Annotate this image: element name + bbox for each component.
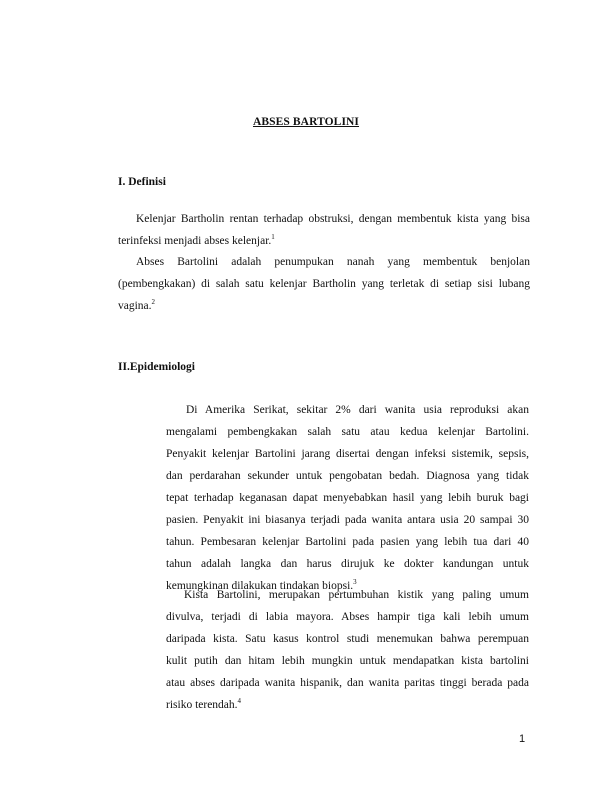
paragraph-line: Kista Bartolini, merupakan pertumbuhan kistik yang paling umum bbox=[184, 589, 529, 601]
paragraph-line: atau abses daripada wanita hispanik, dan wanita paritas tinggi berada pada bbox=[166, 677, 529, 689]
paragraph-epidemiologi-2 bbox=[166, 584, 529, 716]
paragraph-line: tahun. Pembesaran kelenjar Bartolini pada pasien yang lebih tua dari 40 bbox=[166, 536, 529, 548]
paragraph-line: divulva, terjadi di labia mayora. Abses hampir tiga kali lebih umum bbox=[166, 611, 529, 623]
citation-superscript: 4 bbox=[237, 697, 242, 706]
paragraph-line: Abses Bartolini adalah penumpukan nanah yang membentuk benjolan bbox=[136, 256, 530, 268]
paragraph-line-text: risiko terendah. bbox=[166, 699, 238, 711]
paragraph-definisi-2 bbox=[118, 251, 530, 317]
paragraph-line: daripada kista. Satu kasus kontrol studi menemukan bahwa perempuan bbox=[166, 633, 529, 645]
paragraph-line: mengalami pembengkakan salah satu atau kedua kelenjar Bartolini. bbox=[166, 426, 529, 438]
paragraph-line: pasien. Penyakit ini biasanya terjadi pada wanita antara usia 20 sampai 30 bbox=[166, 514, 529, 526]
section-heading-definisi: I. Definisi bbox=[118, 176, 166, 188]
paragraph-line-text: kemungkinan dilakukan tindakan biopsi. bbox=[166, 580, 354, 592]
paragraph-line bbox=[118, 230, 530, 252]
paragraph-line bbox=[166, 694, 529, 716]
citation-superscript: 2 bbox=[151, 298, 156, 307]
paragraph-line: Kelenjar Bartholin rentan terhadap obstruksi, dengan membentuk kista yang bisa bbox=[136, 213, 530, 225]
page-number: 1 bbox=[519, 733, 526, 745]
paragraph-line: tahun adalah langka dan harus dirujuk ke dokter kandungan untuk bbox=[166, 558, 529, 570]
citation-superscript: 1 bbox=[271, 233, 275, 242]
citation-superscript: 3 bbox=[353, 578, 357, 587]
paragraph-line: dan perdarahan sekunder untuk pengobatan bedah. Diagnosa yang tidak bbox=[166, 470, 529, 482]
paragraph-line: tepat terhadap keganasan dapat menyebabkan hasil yang lebih buruk bagi bbox=[166, 492, 529, 504]
paragraph-definisi-1 bbox=[118, 208, 530, 252]
paragraph-line: Di Amerika Serikat, sekitar 2% dari wanita usia reproduksi akan bbox=[186, 404, 529, 416]
paragraph-line: (pembengkakan) di salah satu kelenjar Bartholin yang terletak di setiap sisi lubang bbox=[118, 278, 530, 290]
paragraph-line bbox=[118, 295, 530, 317]
section-heading-epidemiologi: II.Epidemiologi bbox=[118, 361, 196, 373]
paragraph-line: Penyakit kelenjar Bartolini jarang disertai dengan infeksi sistemik, sepsis, bbox=[166, 448, 529, 460]
paragraph-epidemiologi-1 bbox=[166, 399, 529, 597]
paragraph-line-text: terinfeksi menjadi abses kelenjar. bbox=[118, 235, 272, 247]
paragraph-line-text: vagina. bbox=[118, 300, 152, 312]
paragraph-line: kulit putih dan hitam lebih mungkin untuk mendapatkan kista bartolini bbox=[166, 655, 529, 667]
page-title: ABSES BARTOLINI bbox=[252, 116, 360, 128]
